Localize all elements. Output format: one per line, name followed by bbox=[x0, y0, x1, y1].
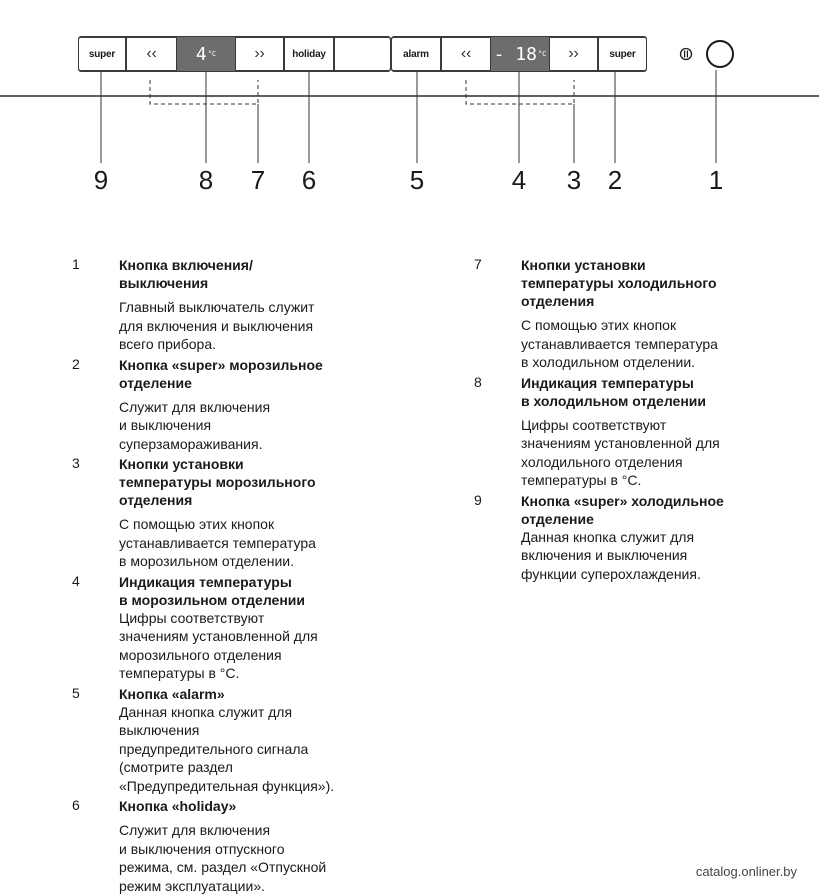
list-item bbox=[72, 573, 382, 683]
fridge-temp-up-button[interactable] bbox=[235, 37, 284, 71]
item-number: 9 bbox=[474, 491, 482, 508]
freezer-temp-value: - 18 bbox=[493, 43, 537, 65]
list-item bbox=[72, 256, 382, 354]
item-number: 5 bbox=[72, 684, 80, 701]
fridge-super-label: super bbox=[88, 48, 116, 60]
callout-number: 4 bbox=[511, 165, 527, 195]
callout-number: 8 bbox=[198, 165, 214, 195]
item-number: 4 bbox=[72, 572, 80, 589]
freezer-temp-up-button[interactable] bbox=[549, 37, 598, 71]
item-title: Индикация температуры в холодильном отделении bbox=[521, 374, 706, 409]
alarm-button[interactable] bbox=[391, 37, 441, 71]
item-number: 3 bbox=[72, 455, 80, 471]
fridge-temp-unit: °C bbox=[207, 50, 217, 58]
freezer-super-label: super bbox=[609, 48, 636, 60]
fridge-temp-value: 4 bbox=[195, 43, 207, 65]
fridge-temp-down-button[interactable] bbox=[126, 37, 177, 71]
blank-panel-segment bbox=[334, 37, 391, 71]
item-description: Служит для включения и выключения суперзамораживания. bbox=[119, 398, 271, 452]
list-item bbox=[474, 256, 804, 372]
item-title: Кнопки установки температуры морозильного отделения bbox=[119, 456, 316, 508]
item-title: Индикация температуры в морозильном отделении bbox=[119, 573, 305, 608]
callout-number: 3 bbox=[566, 165, 582, 195]
item-description: Данная кнопка служит для выключения предупредительного сигнала (смотрите раздел «Предупредительная функция»). bbox=[119, 703, 335, 794]
callout-number: 9 bbox=[93, 165, 109, 195]
item-description: С помощью этих кнопок устанавливается температура в холодильном отделении. bbox=[521, 317, 718, 370]
list-item bbox=[474, 492, 804, 584]
item-title: Кнопка «super» морозильное отделение bbox=[119, 356, 323, 391]
item-number: 1 bbox=[72, 256, 80, 272]
callout-number: 5 bbox=[409, 165, 425, 195]
item-number: 6 bbox=[72, 797, 80, 813]
description-list-left bbox=[72, 256, 382, 895]
control-panel-diagram bbox=[0, 0, 819, 215]
freezer-temp-down-button[interactable] bbox=[441, 37, 491, 71]
item-title: Кнопка «holiday» bbox=[119, 798, 237, 814]
fridge-temp-display bbox=[177, 37, 235, 71]
item-description: Данная кнопка служит для включения и выключения функции суперохлаждения. bbox=[521, 528, 701, 582]
list-item bbox=[474, 374, 804, 490]
list-item bbox=[72, 356, 382, 454]
holiday-button[interactable] bbox=[284, 37, 334, 71]
freezer-temp-unit: °C bbox=[537, 50, 547, 58]
item-number: 2 bbox=[72, 355, 80, 372]
freezer-temp-display bbox=[491, 37, 549, 71]
item-title: Кнопка «alarm» bbox=[119, 685, 225, 702]
item-number: 7 bbox=[474, 256, 482, 272]
callout-number: 7 bbox=[250, 165, 266, 195]
list-item bbox=[72, 455, 382, 571]
fridge-super-button[interactable] bbox=[78, 37, 126, 71]
item-description: Служит для включения и выключения отпускного режима, см. раздел «Отпускной режим эксплуатации». bbox=[119, 822, 327, 894]
item-number: 8 bbox=[474, 373, 482, 390]
callout-number: 2 bbox=[607, 165, 623, 195]
list-item bbox=[72, 797, 382, 895]
item-title: Кнопка включения/ выключения bbox=[119, 257, 253, 291]
item-description: С помощью этих кнопок устанавливается температура в морозильном отделении. bbox=[119, 516, 316, 569]
chevron-right-icon: ›› bbox=[568, 45, 579, 62]
chevron-left-icon: ‹‹ bbox=[460, 45, 472, 62]
watermark: catalog.onliner.by bbox=[695, 864, 797, 879]
chevron-left-icon: ‹‹ bbox=[146, 45, 157, 62]
item-description: Цифры соответствуют значениям установленной для холодильного отделения температуры в °C. bbox=[521, 416, 720, 488]
list-item bbox=[72, 685, 382, 796]
chevron-right-icon: ›› bbox=[254, 45, 265, 62]
item-description: Главный выключатель служит для включения и выключения всего прибора. bbox=[119, 299, 315, 352]
item-title: Кнопки установки температуры холодильного отделения bbox=[521, 257, 717, 309]
callout-number: 6 bbox=[301, 165, 317, 195]
item-description: Цифры соответствуют значениям установленной для морозильного отделения температуры в °C. bbox=[119, 609, 318, 681]
holiday-label: holiday bbox=[292, 48, 326, 60]
description-list-right bbox=[474, 256, 804, 583]
freezer-super-button[interactable] bbox=[598, 37, 647, 71]
alarm-label: alarm bbox=[403, 48, 429, 60]
power-icon bbox=[679, 47, 693, 61]
item-title: Кнопка «super» холодильное отделение bbox=[521, 492, 724, 527]
callout-number: 1 bbox=[708, 165, 724, 195]
power-button[interactable] bbox=[706, 40, 734, 68]
